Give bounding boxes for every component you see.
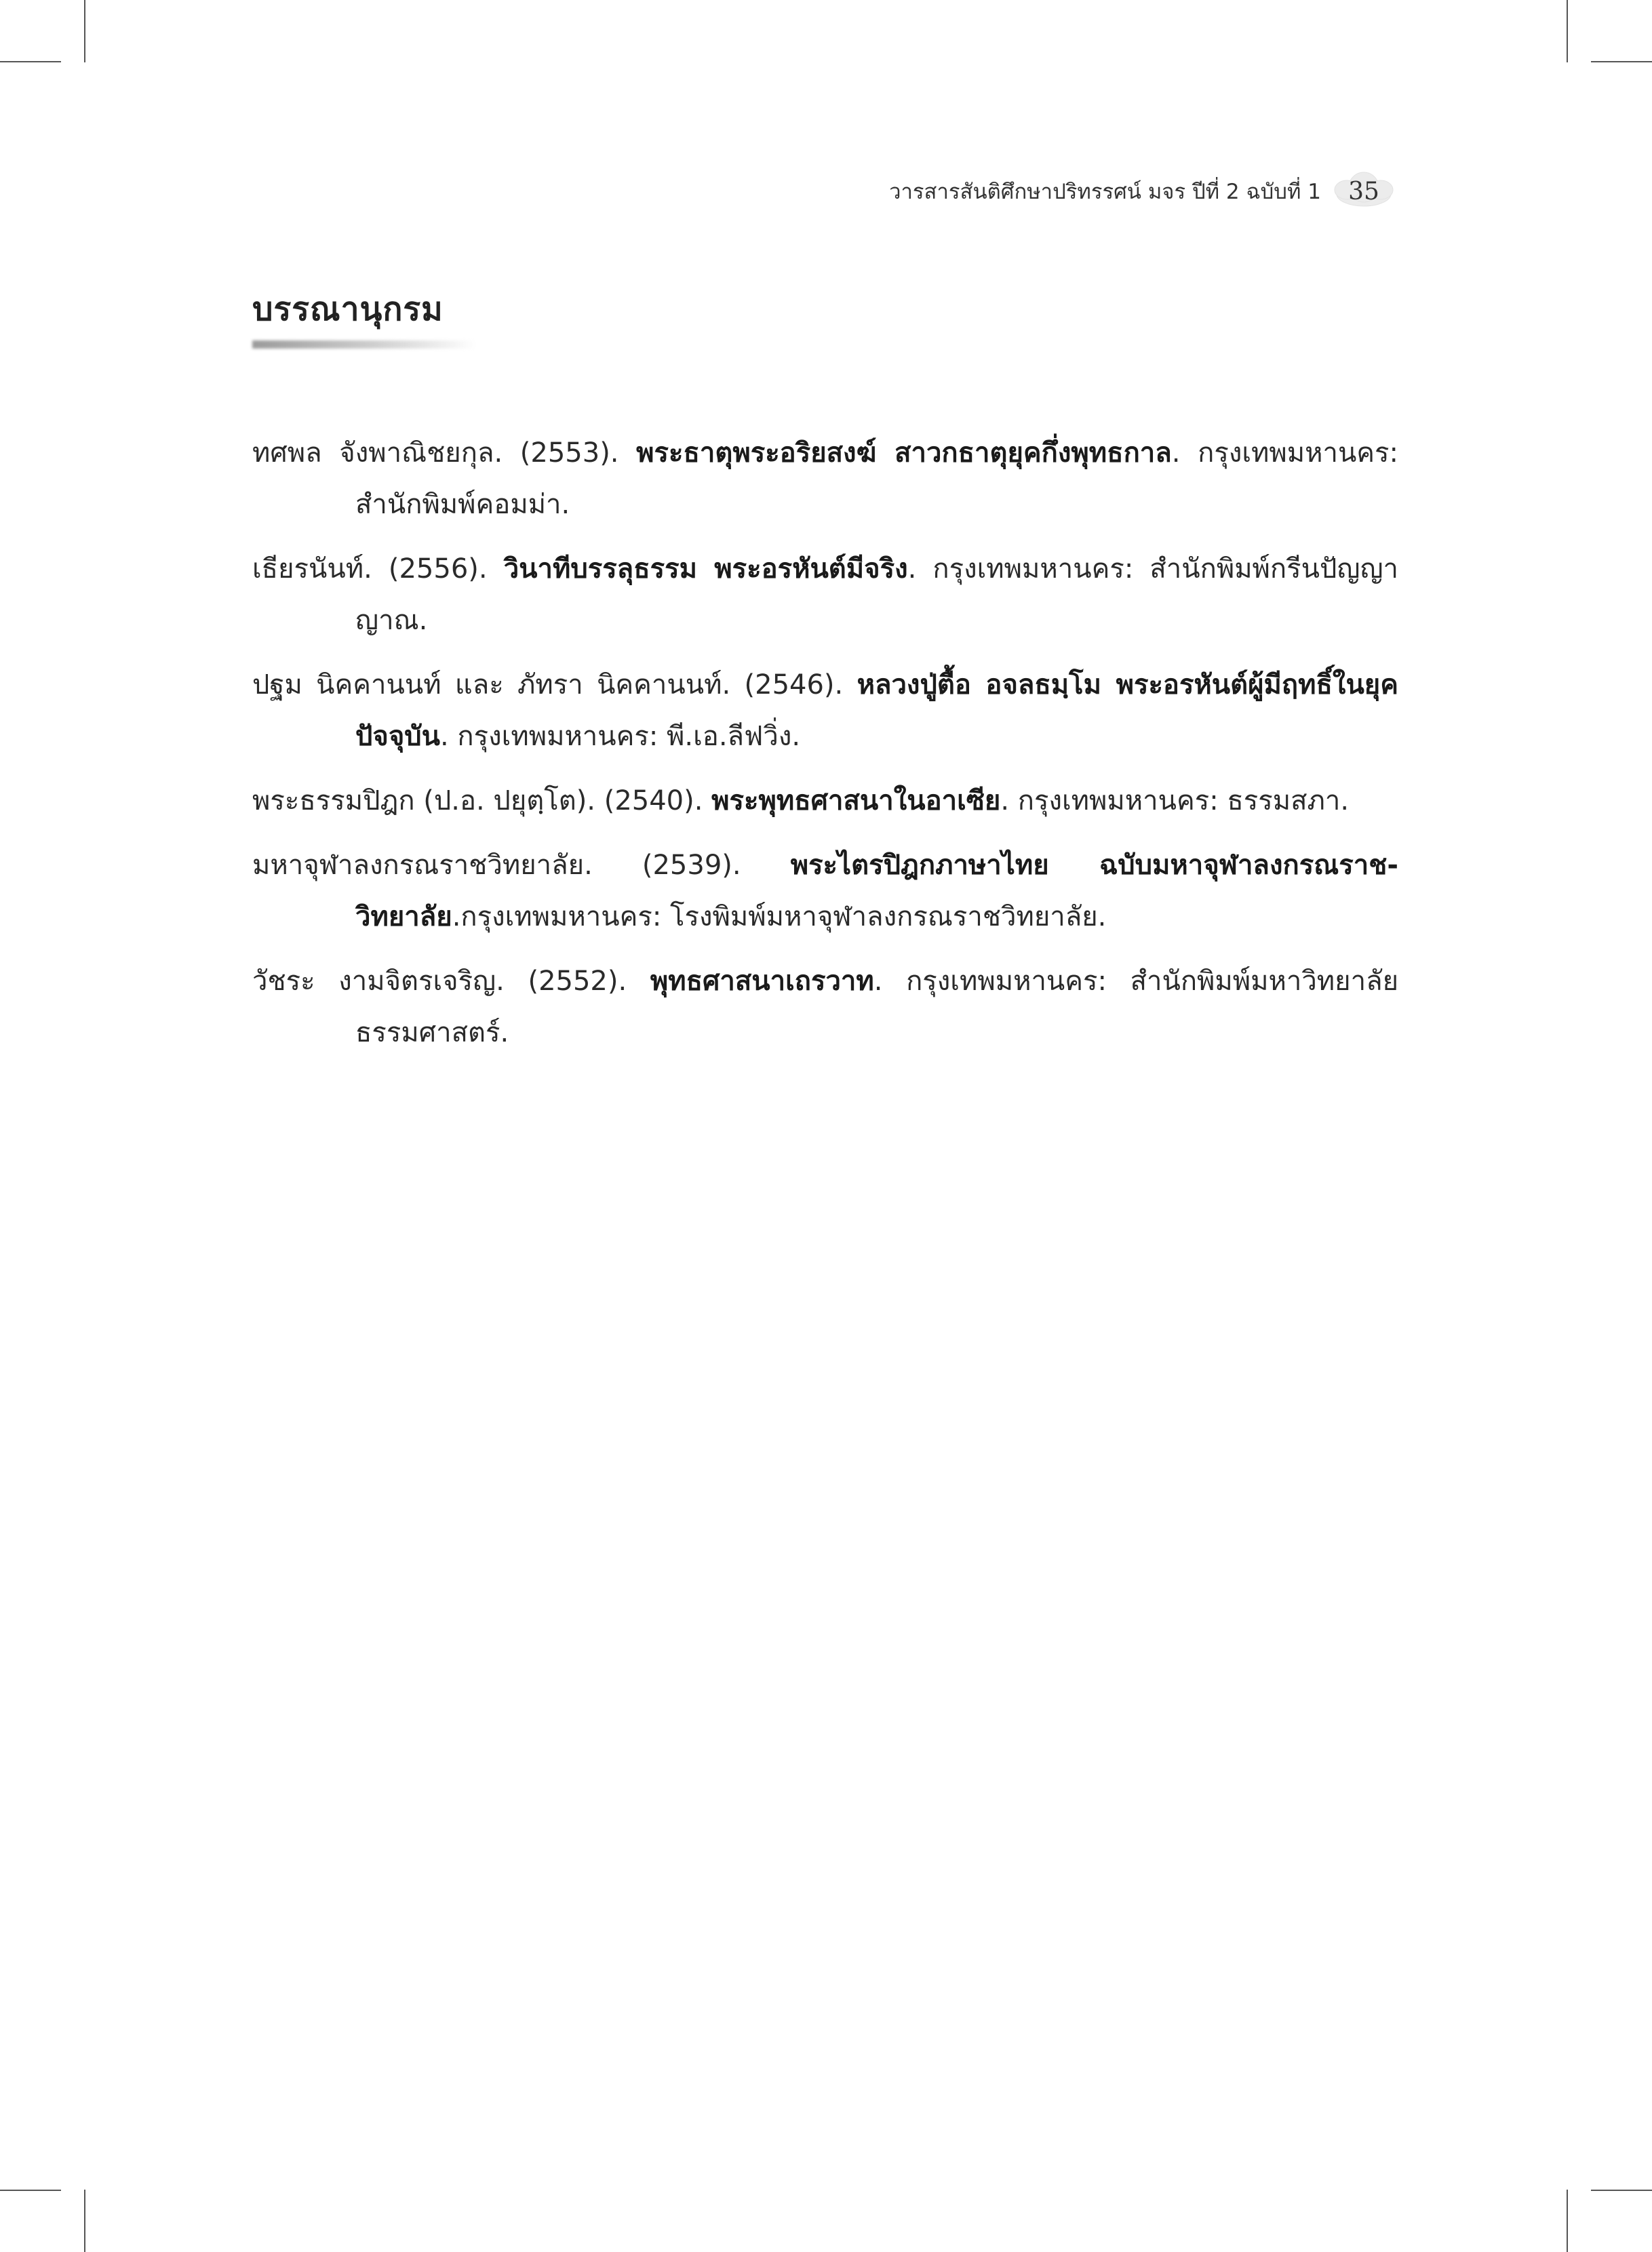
crop-mark xyxy=(1567,2190,1568,2252)
reference-title: หลวงปู่ตื้อ อจลธมฺโม พระอรหันต์ผู้มีฤทธิ์ในยุคปัจจุบัน xyxy=(355,669,1398,752)
reference-author: ทศพล จังพาณิชยกุล. (2553). xyxy=(252,437,637,469)
reference-publisher: . กรุงเทพมหานคร: สำนักพิมพ์มหาวิทยาลัยธรรมศาสตร์. xyxy=(355,966,1399,1048)
reference-title: พุทธศาสนาเถรวาท xyxy=(650,966,874,997)
reference-entry xyxy=(252,659,1398,762)
reference-author: วัชระ งามจิตรเจริญ. (2552). xyxy=(252,966,650,997)
crop-mark xyxy=(1591,2190,1652,2191)
reference-entry xyxy=(252,775,1398,827)
reference-title: พระธาตุพระอริยสงฆ์ สาวกธาตุยุคกึ่งพุทธกาล xyxy=(636,437,1172,469)
reference-publisher: .กรุงเทพมหานคร: โรงพิมพ์มหาจุฬาลงกรณราชวิทยาลัย. xyxy=(452,901,1107,932)
crop-mark xyxy=(84,2190,85,2252)
reference-publisher: . กรุงเทพมหานคร: สำนักพิมพ์กรีนปัญญาญาณ. xyxy=(355,553,1398,636)
crop-mark xyxy=(1567,0,1568,62)
reference-publisher: . กรุงเทพมหานคร: ธรรมสภา. xyxy=(1000,785,1350,816)
reference-title: วินาทีบรรลุธรรม พระอรหันต์มีจริง xyxy=(503,553,908,585)
page-number: 35 xyxy=(1348,177,1379,205)
reference-author: มหาจุฬาลงกรณราชวิทยาลัย. (2539). xyxy=(252,850,791,881)
crop-mark xyxy=(84,0,85,62)
reference-publisher: . กรุงเทพมหานคร: พี.เอ.ลีฟวิ่ง. xyxy=(440,721,801,752)
reference-author: เธียรนันท์. (2556). xyxy=(252,553,504,585)
reference-entry xyxy=(252,427,1398,530)
journal-title: วารสารสันติศึกษาปริทรรศน์ มจร ปีที่ 2 ฉบับที่ 1 xyxy=(889,180,1321,204)
reference-publisher: . กรุงเทพมหานคร: สำนักพิมพ์คอมม่า. xyxy=(355,437,1399,520)
reference-author: พระธรรมปิฎก (ป.อ. ปยุตฺโต). (2540). xyxy=(252,785,712,816)
crop-mark xyxy=(0,2190,61,2191)
reference-list xyxy=(252,427,1398,1071)
section-title: บรรณานุกรม xyxy=(252,290,444,328)
crop-mark xyxy=(0,61,61,62)
reference-author: ปฐม นิคคานนท์ และ ภัทรา นิคคานนท์. (2546). xyxy=(252,669,857,700)
crop-mark xyxy=(1591,61,1652,62)
running-header xyxy=(889,170,1394,213)
reference-entry xyxy=(252,955,1398,1059)
reference-entry xyxy=(252,543,1398,646)
title-underline xyxy=(252,340,476,349)
reference-title: พระพุทธศาสนาในอาเซีย xyxy=(711,785,1001,816)
reference-title: พระไตรปิฎกภาษาไทย ฉบับมหาจุฬาลงกรณราช-วิทยาลัย xyxy=(355,850,1398,932)
reference-entry xyxy=(252,839,1398,943)
page-number-badge xyxy=(1333,170,1394,213)
